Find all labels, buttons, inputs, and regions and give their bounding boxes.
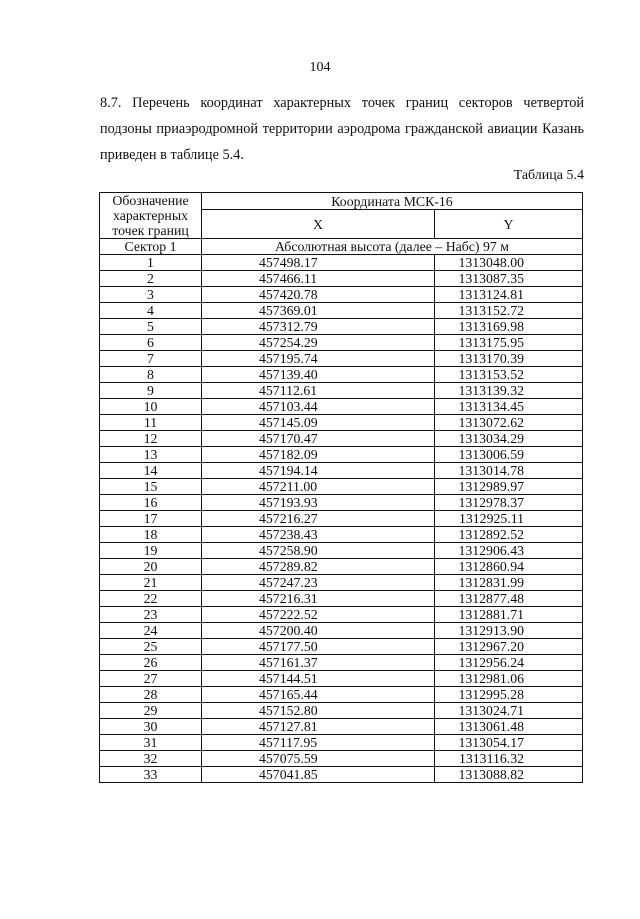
- x-coordinate-cell: 457161.37: [202, 655, 435, 671]
- y-coordinate-cell: 1313124.81: [435, 287, 583, 303]
- x-coordinate-cell: 457200.40: [202, 623, 435, 639]
- x-coordinate-cell: 457247.23: [202, 575, 435, 591]
- point-number-cell: 25: [100, 639, 202, 655]
- table-row: [100, 527, 583, 543]
- y-coordinate-cell: 1313175.95: [435, 335, 583, 351]
- y-coordinate-cell: 1312925.11: [435, 511, 583, 527]
- table-row: [100, 751, 583, 767]
- paragraph-line: приведен в таблице 5.4.: [100, 147, 244, 163]
- coordinates-table: [99, 192, 583, 783]
- x-coordinate-cell: 457103.44: [202, 399, 435, 415]
- point-number-cell: 12: [100, 431, 202, 447]
- table-header-row: [100, 193, 583, 210]
- table-row: [100, 543, 583, 559]
- y-coordinate-cell: 1313006.59: [435, 447, 583, 463]
- point-number-cell: 5: [100, 319, 202, 335]
- point-number-cell: 20: [100, 559, 202, 575]
- y-coordinate-cell: 1313153.52: [435, 367, 583, 383]
- x-coordinate-cell: 457170.47: [202, 431, 435, 447]
- y-coordinate-cell: 1313170.39: [435, 351, 583, 367]
- table-row: [100, 255, 583, 271]
- point-number-cell: 2: [100, 271, 202, 287]
- x-coordinate-cell: 457216.27: [202, 511, 435, 527]
- point-number-cell: 21: [100, 575, 202, 591]
- point-number-cell: 26: [100, 655, 202, 671]
- col-label-header-line: характерных: [113, 208, 188, 223]
- y-coordinate-cell: 1313014.78: [435, 463, 583, 479]
- coord-system-header: Координата МСК-16: [202, 193, 583, 210]
- table-row: [100, 575, 583, 591]
- x-coordinate-cell: 457182.09: [202, 447, 435, 463]
- x-coordinate-cell: 457117.95: [202, 735, 435, 751]
- x-coordinate-cell: 457420.78: [202, 287, 435, 303]
- x-coordinate-cell: 457144.51: [202, 671, 435, 687]
- y-coordinate-cell: 1313088.82: [435, 767, 583, 783]
- point-number-cell: 13: [100, 447, 202, 463]
- x-coordinate-cell: 457145.09: [202, 415, 435, 431]
- x-coordinate-cell: 457193.93: [202, 495, 435, 511]
- table-row: [100, 271, 583, 287]
- table-row: [100, 319, 583, 335]
- point-number-cell: 33: [100, 767, 202, 783]
- table-row: [100, 703, 583, 719]
- point-number-cell: 28: [100, 687, 202, 703]
- y-coordinate-cell: 1313116.32: [435, 751, 583, 767]
- x-coordinate-cell: 457195.74: [202, 351, 435, 367]
- point-number-cell: 18: [100, 527, 202, 543]
- x-coordinate-cell: 457289.82: [202, 559, 435, 575]
- table-row: [100, 719, 583, 735]
- y-coordinate-cell: 1312906.43: [435, 543, 583, 559]
- x-coordinate-cell: 457216.31: [202, 591, 435, 607]
- x-coordinate-cell: 457194.14: [202, 463, 435, 479]
- col-label-header-line: Обозначение: [112, 193, 189, 208]
- table-row: [100, 559, 583, 575]
- x-coordinate-cell: 457369.01: [202, 303, 435, 319]
- y-coordinate-cell: 1313134.45: [435, 399, 583, 415]
- table-row: [100, 655, 583, 671]
- sector-row: [100, 239, 583, 255]
- point-number-cell: 1: [100, 255, 202, 271]
- x-coordinate-cell: 457222.52: [202, 607, 435, 623]
- point-number-cell: 16: [100, 495, 202, 511]
- point-number-cell: 27: [100, 671, 202, 687]
- x-coordinate-cell: 457211.00: [202, 479, 435, 495]
- col-label-header-line: точек границ: [112, 223, 189, 238]
- y-coordinate-cell: 1313087.35: [435, 271, 583, 287]
- table-row: [100, 367, 583, 383]
- table-row: [100, 351, 583, 367]
- x-coordinate-cell: 457165.44: [202, 687, 435, 703]
- y-coordinate-cell: 1313024.71: [435, 703, 583, 719]
- table-row: [100, 415, 583, 431]
- x-coordinate-cell: 457498.17: [202, 255, 435, 271]
- point-number-cell: 32: [100, 751, 202, 767]
- y-coordinate-cell: 1312967.20: [435, 639, 583, 655]
- point-number-cell: 6: [100, 335, 202, 351]
- point-number-cell: 3: [100, 287, 202, 303]
- table-row: [100, 767, 583, 783]
- sector-label: Сектор 1: [100, 239, 202, 255]
- y-coordinate-cell: 1313034.29: [435, 431, 583, 447]
- table-row: [100, 495, 583, 511]
- y-coordinate-cell: 1313054.17: [435, 735, 583, 751]
- y-coordinate-cell: 1312978.37: [435, 495, 583, 511]
- y-coordinate-cell: 1312881.71: [435, 607, 583, 623]
- y-coordinate-cell: 1312860.94: [435, 559, 583, 575]
- y-coordinate-cell: 1313152.72: [435, 303, 583, 319]
- intro-paragraph: [100, 90, 584, 168]
- altitude-label: Абсолютная высота (далее – Набс) 97 м: [202, 239, 583, 255]
- table-row: [100, 623, 583, 639]
- point-number-cell: 14: [100, 463, 202, 479]
- x-coordinate-cell: 457312.79: [202, 319, 435, 335]
- x-coordinate-cell: 457177.50: [202, 639, 435, 655]
- y-coordinate-cell: 1313061.48: [435, 719, 583, 735]
- point-number-cell: 22: [100, 591, 202, 607]
- y-coordinate-cell: 1313169.98: [435, 319, 583, 335]
- point-number-cell: 4: [100, 303, 202, 319]
- x-coordinate-cell: 457127.81: [202, 719, 435, 735]
- table-row: [100, 303, 583, 319]
- y-coordinate-cell: 1312981.06: [435, 671, 583, 687]
- y-coordinate-cell: 1312956.24: [435, 655, 583, 671]
- table-row: [100, 335, 583, 351]
- y-coordinate-cell: 1312989.97: [435, 479, 583, 495]
- table-row: [100, 383, 583, 399]
- table-row: [100, 463, 583, 479]
- page-number: 104: [309, 60, 331, 75]
- paragraph-line: 8.7. Перечень координат характерных точек границ секторов четвертой: [100, 95, 584, 111]
- y-coordinate-cell: 1313072.62: [435, 415, 583, 431]
- x-coordinate-cell: 457075.59: [202, 751, 435, 767]
- point-number-cell: 31: [100, 735, 202, 751]
- x-coordinate-cell: 457466.11: [202, 271, 435, 287]
- x-header: X: [202, 210, 435, 239]
- x-coordinate-cell: 457041.85: [202, 767, 435, 783]
- table-row: [100, 671, 583, 687]
- paragraph-line: подзоны приаэродромной территории аэродрома гражданской авиации Казань: [100, 121, 584, 137]
- table-row: [100, 479, 583, 495]
- table-row: [100, 431, 583, 447]
- point-number-cell: 8: [100, 367, 202, 383]
- point-number-cell: 23: [100, 607, 202, 623]
- y-coordinate-cell: 1312877.48: [435, 591, 583, 607]
- x-coordinate-cell: 457254.29: [202, 335, 435, 351]
- y-coordinate-cell: 1312831.99: [435, 575, 583, 591]
- table-row: [100, 511, 583, 527]
- table-row: [100, 447, 583, 463]
- table-row: [100, 399, 583, 415]
- col-label-header: [100, 193, 202, 239]
- point-number-cell: 7: [100, 351, 202, 367]
- x-coordinate-cell: 457139.40: [202, 367, 435, 383]
- point-number-cell: 29: [100, 703, 202, 719]
- point-number-cell: 17: [100, 511, 202, 527]
- point-number-cell: 19: [100, 543, 202, 559]
- table-row: [100, 287, 583, 303]
- x-coordinate-cell: 457238.43: [202, 527, 435, 543]
- y-header: Y: [435, 210, 583, 239]
- table-row: [100, 591, 583, 607]
- point-number-cell: 30: [100, 719, 202, 735]
- y-coordinate-cell: 1312892.52: [435, 527, 583, 543]
- point-number-cell: 15: [100, 479, 202, 495]
- x-coordinate-cell: 457152.80: [202, 703, 435, 719]
- point-number-cell: 9: [100, 383, 202, 399]
- y-coordinate-cell: 1312995.28: [435, 687, 583, 703]
- table-caption: Таблица 5.4: [513, 168, 584, 183]
- table-row: [100, 687, 583, 703]
- table-row: [100, 607, 583, 623]
- point-number-cell: 10: [100, 399, 202, 415]
- point-number-cell: 24: [100, 623, 202, 639]
- y-coordinate-cell: 1313048.00: [435, 255, 583, 271]
- y-coordinate-cell: 1312913.90: [435, 623, 583, 639]
- y-coordinate-cell: 1313139.32: [435, 383, 583, 399]
- point-number-cell: 11: [100, 415, 202, 431]
- x-coordinate-cell: 457258.90: [202, 543, 435, 559]
- x-coordinate-cell: 457112.61: [202, 383, 435, 399]
- table-row: [100, 735, 583, 751]
- table-row: [100, 639, 583, 655]
